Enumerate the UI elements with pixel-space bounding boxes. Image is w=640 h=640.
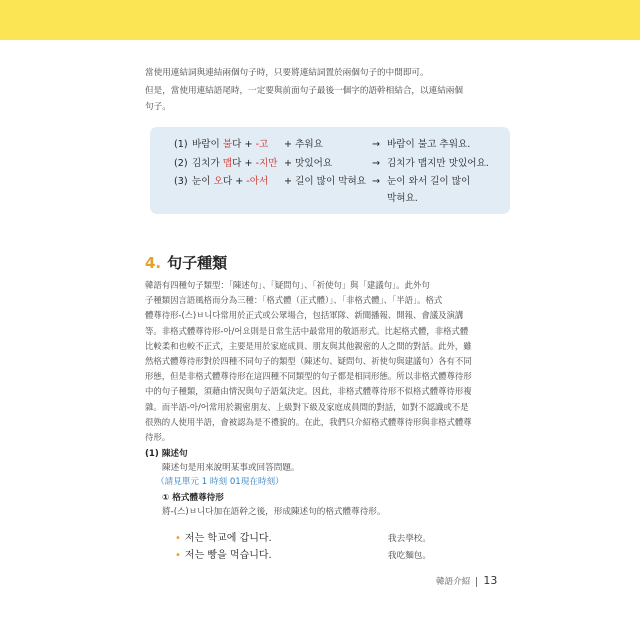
example-bullet-2 (175, 546, 272, 561)
body-line: 很熟的人使用半語，會被認為是不禮貌的。在此，我們只介紹格式體尊待形與非格式體尊 (145, 416, 472, 427)
example-base: 바람이 불다 + -고 (192, 139, 269, 150)
example-result: 눈이 와서 길이 많이 (387, 176, 471, 187)
example-number: (1) (174, 139, 188, 150)
example-number: (3) (174, 176, 188, 187)
bullet-dot-icon: • (175, 550, 181, 561)
body-line: 比較柔和也較不正式，主要是用於家庭成員、朋友與其他親密的人之間的對話。此外，雖 (145, 340, 472, 351)
example-result-continued: 막혀요. (387, 193, 418, 204)
arrow-icon: → (372, 176, 381, 187)
body-line: 形態，但是非格式體尊待形在這四種不同類型的句子都是相同形態。所以非格式體尊待形 (145, 371, 472, 382)
arrow-icon: → (372, 158, 381, 169)
body-line: 然格式體尊待形對於四種不同句子的類型（陳述句、疑問句、祈使句與建議句）各有不同 (145, 356, 472, 367)
numbered-heading-title: 格式體尊待形 (172, 493, 224, 503)
bullet-korean: 저는 빵을 먹습니다. (184, 550, 272, 561)
body-line: 子種類因言語風格而分為三種：「格式體（正式體）」、「非格式體」、「半語」。格式 (145, 295, 443, 306)
section-heading (145, 252, 227, 273)
body-line: 韓語有四種句子類型：「陳述句」、「疑問句」、「祈使句」與「建議句」。此外句 (145, 280, 430, 290)
example-bullet-1 (175, 529, 272, 544)
intro-line-2: 但是，當使用連結語尾時，一定要與前面句子最後一個字的語幹相結合，以連結兩個 (145, 86, 463, 96)
bullet-translation-1: 我去學校。 (388, 534, 431, 544)
intro-line-3: 句子。 (145, 102, 171, 112)
top-color-band (0, 0, 640, 40)
section-title: 句子種類 (167, 254, 228, 272)
subsection-heading: (1) 陳述句 (145, 449, 188, 459)
footer-divider (476, 577, 477, 587)
numbered-heading (162, 491, 224, 503)
intro-line-1: 當使用連結詞與連結兩個句子時，只要將連結詞置於兩個句子的中間即可。 (145, 68, 429, 78)
example-number: (2) (174, 158, 188, 169)
body-paragraph (145, 278, 510, 445)
example-following: + 길이 많이 막혀요 (284, 176, 367, 187)
page-number: 13 (483, 574, 498, 587)
circled-one-icon: ① (162, 493, 170, 503)
subsection-description: 陳述句是用來說明某事或回答問題。 (162, 463, 300, 473)
body-line: 等。非格式體尊待形-아/어요則是日常生活中最常用的敬語形式。比起格式體，非格式體 (145, 325, 469, 336)
section-number: 4. (145, 254, 162, 272)
reference-hint: （請見單元 1 時刻 01現在時刻） (156, 477, 284, 487)
page-footer (436, 574, 497, 587)
bullet-dot-icon: • (175, 533, 181, 544)
body-line: 待形。 (145, 432, 171, 443)
example-following: + 추워요 (284, 139, 323, 150)
arrow-icon: → (372, 139, 381, 150)
example-following: + 맛있어요 (284, 158, 333, 169)
example-base: 눈이 오다 + -아서 (192, 176, 269, 187)
body-line: 體尊待形-(스)ㅂ니다常用於正式或公眾場合，包括軍隊、新聞播報、開報、會議及演講 (145, 310, 464, 321)
example-base: 김치가 맵다 + -지만 (192, 158, 278, 169)
footer-section-label: 韓語介紹 (436, 577, 471, 587)
rule-text: 將-(스)ㅂ니다加在語幹之後，形成陳述句的格式體尊待形。 (162, 507, 386, 517)
bullet-translation-2: 我吃麵包。 (388, 551, 431, 561)
example-result: 바람이 불고 추워요. (387, 139, 471, 150)
body-line: 雜。而半語-아/어常用於親密朋友、上級對下級及家庭成員間的對話，如對不認識或不是 (145, 401, 469, 412)
body-line: 中的句子種類，須藉由情況與句子語氣決定。因此，非格式體尊待形不似格式體尊待形複 (145, 386, 472, 397)
example-result: 김치가 맵지만 맛있어요. (387, 158, 489, 169)
bullet-korean: 저는 학교에 갑니다. (184, 533, 272, 544)
